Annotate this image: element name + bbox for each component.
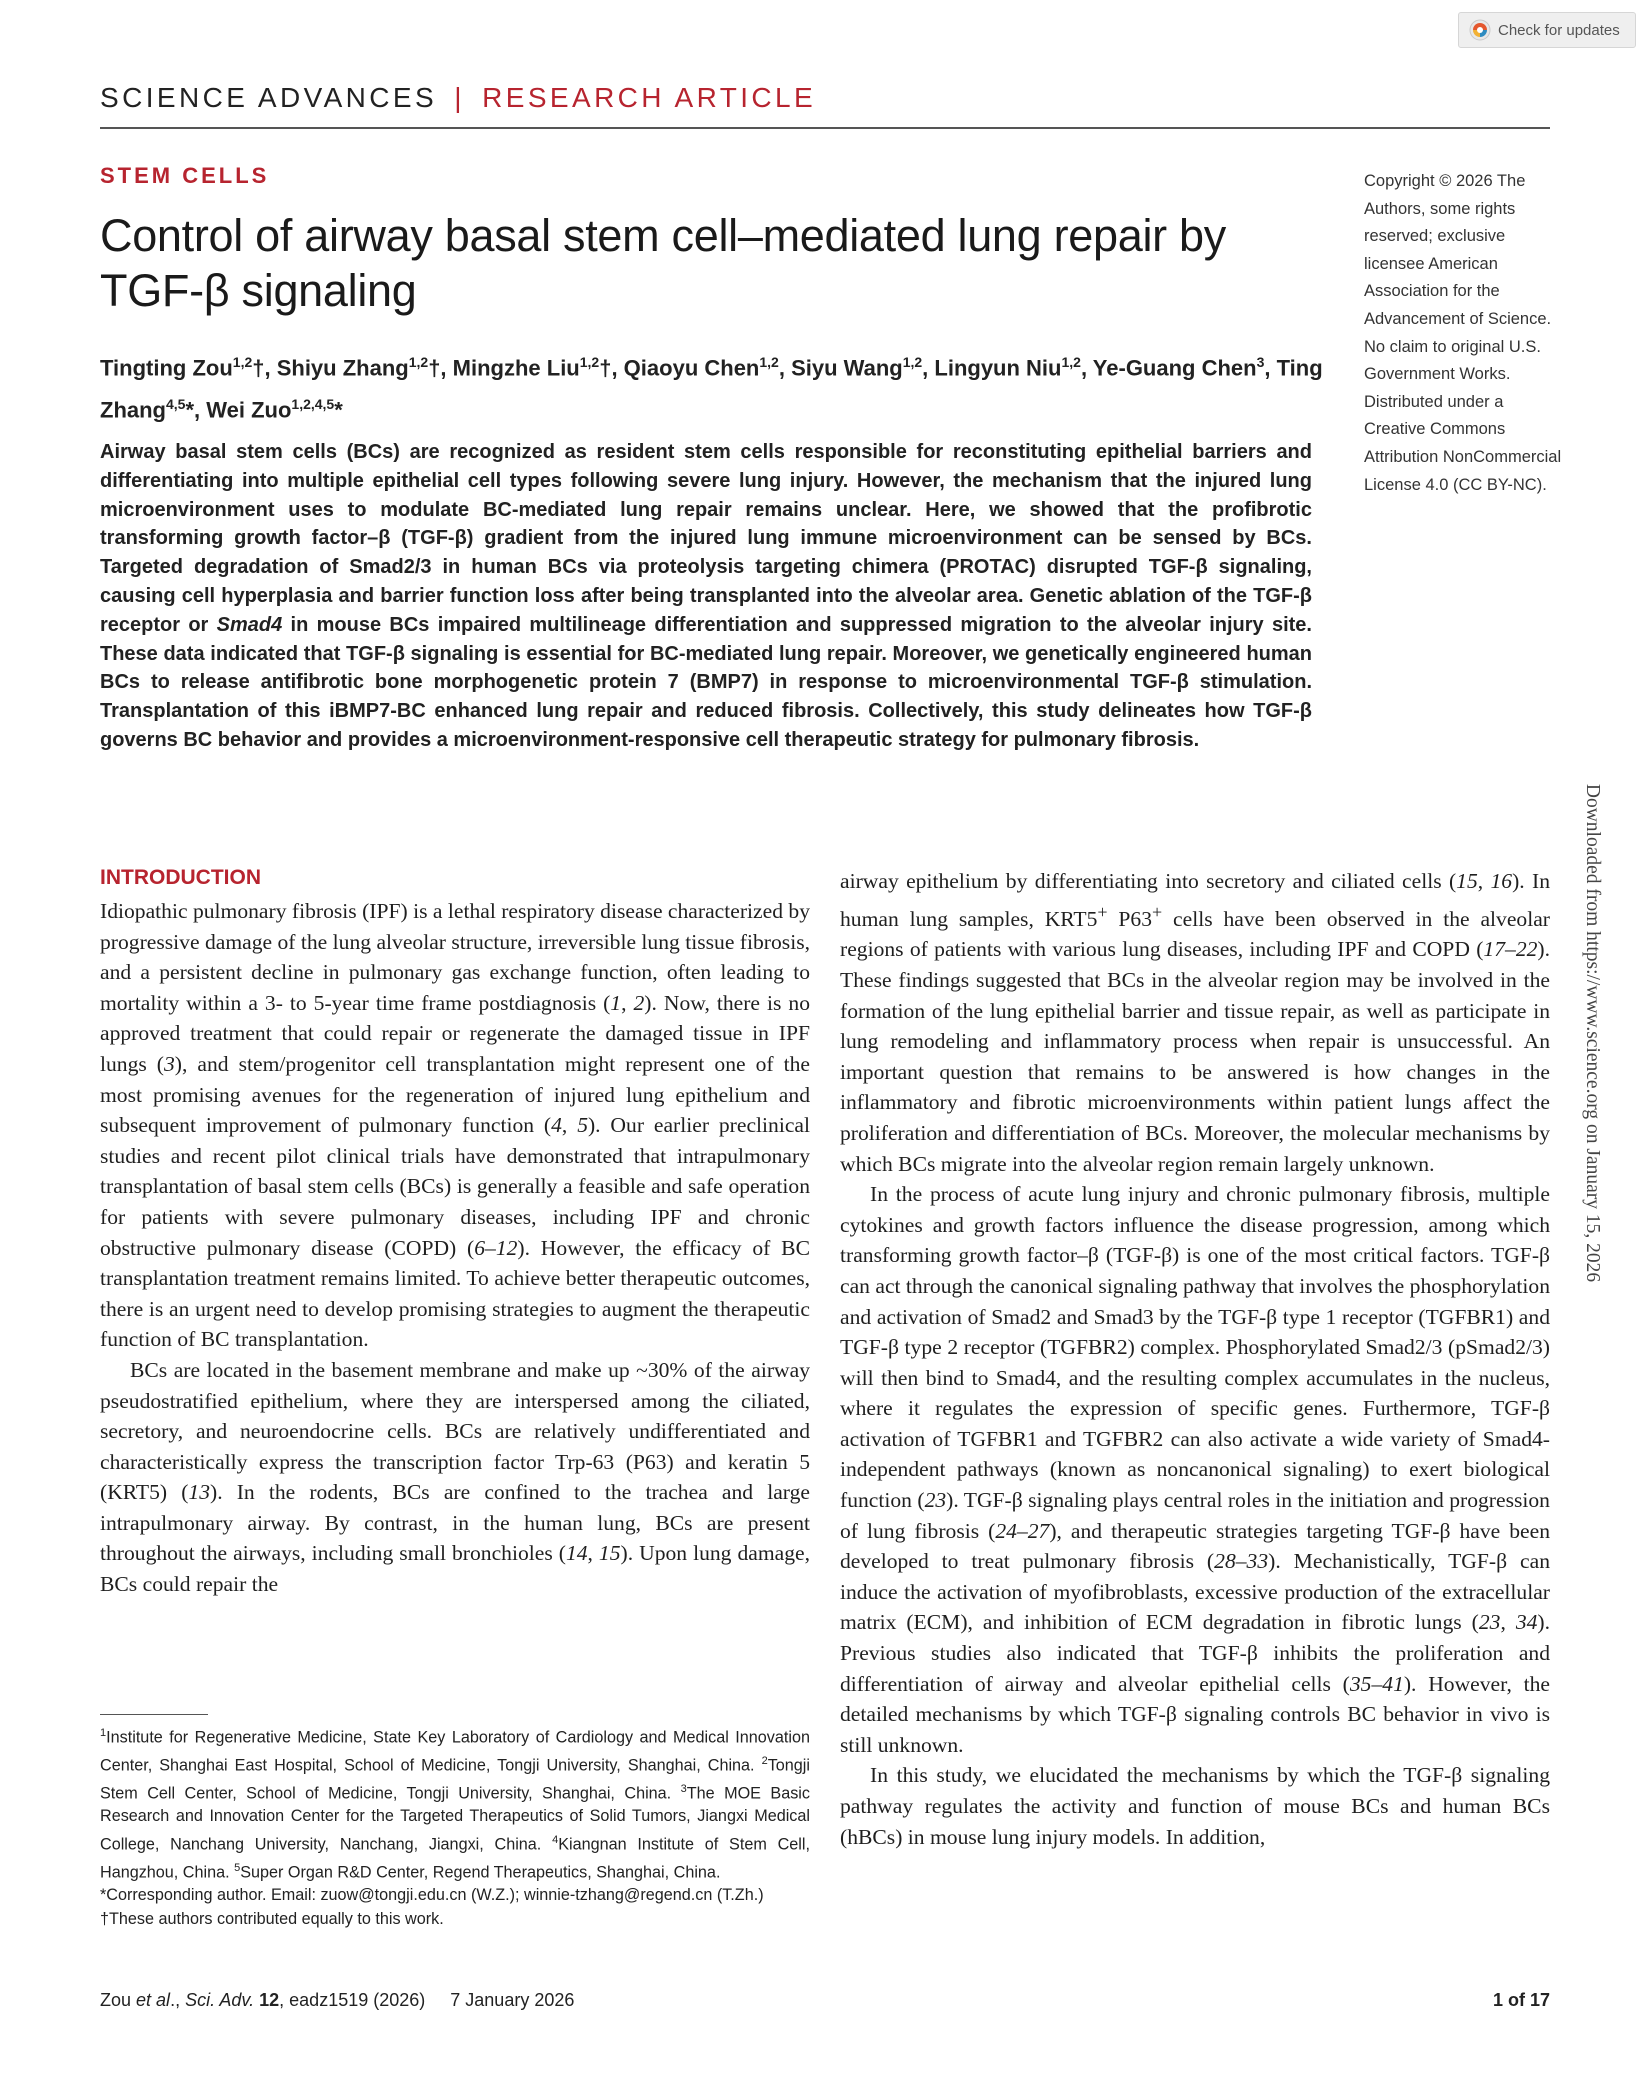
copyright-notice: Copyright © 2026 The Authors, some rights reserved; exclusive licensee American Association for the Advancement of Science. No claim to original U.S. Government Works. Distributed under a Creative Commons Attribution NonCommercial License 4.0 (CC BY-NC). bbox=[1364, 172, 1562, 494]
article-type: RESEARCH ARTICLE bbox=[482, 82, 817, 113]
journal-header bbox=[100, 82, 816, 114]
paragraph: Idiopathic pulmonary fibrosis (IPF) is a lethal respiratory disease characterized by progressive damage of the lung alveolar structure, irreversible lung tissue fibrosis, and a persistent decline in pulmonary gas exchange function, often leading to mortality within a 3- to 5-year time frame postdiagnosis (1, 2). Now, there is no approved treatment that could repair or regenerate the damaged tissue in IPF lungs (3), and stem/progenitor cell transplantation might represent one of the most promising avenues for the regeneration of injured lung epithelium and subsequent improvement of pulmonary function (4, 5). Our earlier preclinical studies and recent pilot clinical trials have demonstrated that intrapulmonary transplantation of basal stem cells (BCs) is generally a feasible and safe operation for patients with severe pulmonary diseases, including IPF and chronic obstructive pulmonary disease (COPD) (6–12). However, the efficacy of BC transplantation treatment remains limited. To achieve better therapeutic outcomes, there is an urgent need to develop promising strategies to augment the therapeutic function of BC transplantation. bbox=[100, 899, 811, 1352]
footnotes bbox=[100, 1722, 810, 1931]
check-for-updates-button[interactable] bbox=[1458, 12, 1636, 48]
abstract: Airway basal stem cells (BCs) are recognized as resident stem cells responsible for reconstituting epithelial barriers and differentiating into multiple epithelial cell types following severe lung injury. However, the mechanism that the injured lung microenvironment uses to modulate BC-mediated lung repair remains unclear. Here, we showed that the profibrotic transforming growth factor–β (TGF-β) gradient from the injured lung immune microenvironment can be sensed by BCs. Targeted degradation of Smad2/3 in human BCs via proteolysis targeting chimera (PROTAC) disrupted TGF-β signaling, causing cell hyperplasia and barrier function loss after being transplanted into the alveolar area. Genetic ablation of the TGF-β receptor or Smad4 in mouse BCs impaired multilineage differentiation and suppressed migration to the alveolar injury site. These data indicated that TGF-β signaling is essential for BC-mediated lung repair. Moreover, we genetically engineered human BCs to release antifibrotic bone morphogenetic protein 7 (BMP7) in response to microenvironmental TGF-β stimulation. Transplantation of this iBMP7-BC enhanced lung repair and reduced fibrosis. Collectively, this study delineates how TGF-β governs BC behavior and provides a microenvironment-responsive cell therapeutic strategy for pulmonary fibrosis. bbox=[100, 441, 1312, 751]
download-stamp-text: Downloaded from https://www.science.org on January 15, 2026 bbox=[1582, 783, 1603, 1283]
journal-name: SCIENCE ADVANCES bbox=[100, 82, 438, 113]
paragraph: In this study, we elucidated the mechanisms by which the TGF-β signaling pathway regulates the activity and function of mouse BCs and human BCs (hBCs) in mouse lung injury models. In addition, bbox=[840, 1763, 1550, 1849]
header-rule bbox=[100, 127, 1550, 129]
right-column bbox=[840, 866, 1550, 1852]
equal-contribution-footnote: †These authors contributed equally to this work. bbox=[100, 1909, 444, 1928]
corresponding-author-footnote: *Corresponding author. Email: zuow@tongji.edu.cn (W.Z.); winnie-tzhang@regend.cn (T.Zh.) bbox=[100, 1886, 764, 1905]
affiliations-footnote: $^1$Institute for Regenerative Medicine, State Key Laboratory of Cardiology and Medical Innovation Center, Shanghai East Hospital, School of Medicine, Tongji University, Shanghai, China. $^2$Tongji Stem Cell Center, School of Medicine, Tongji University, Shanghai, China. $^3$The MOE Basic Research and Innovation Center for the Targeted Therapeutics of Solid Tumors, Jiangxi Medical College, Nanchang University, Nanchang, Jiangxi, China. $^4$Kiangnan Institute of Stem Cell, Hangzhou, China. $^5$Super Organ R&D Center, Regend Therapeutics, Shanghai, China. bbox=[100, 1727, 810, 1881]
page-number: 1 of 17 bbox=[1492, 1990, 1550, 2010]
footnote-rule bbox=[100, 1714, 208, 1715]
footer-citation: Zou et al., Sci. Adv. 12, eadz1519 (2026) 7 January 2026 bbox=[100, 1990, 575, 2010]
paragraph: In the process of acute lung injury and chronic pulmonary fibrosis, multiple cytokines and growth factors influence the disease progression, among which transforming growth factor–β (TGF-β) is one of the most critical factors. TGF-β can act through the canonical signaling pathway that involves the phosphorylation and activation of Smad2 and Smad3 by the TGF-β type 1 receptor (TGFBR1) and TGF-β type 2 receptor (TGFBR2) complex. Phosphorylated Smad2/3 (pSmad2/3) will then bind to Smad4, and the resulting complex accumulates in the nucleus, where it regulates the expression of specific genes. Furthermore, TGF-β activation of TGFBR1 and TGFBR2 can also activate a wide variety of Smad4-independent pathways (known as noncanonical signaling) to exert biological function (23). TGF-β signaling plays central roles in the initiation and progression of lung fibrosis (24–27), and therapeutic strategies targeting TGF-β have been developed to treat pulmonary fibrosis (28–33). Mechanistically, TGF-β can induce the activation of myofibroblasts, excessive production of the extracellular matrix (ECM), and inhibition of ECM degradation in fibrotic lungs (23, 34). Previous studies also indicated that TGF-β inhibits the proliferation and differentiation of airway and alveolar epithelial cells (35–41). However, the detailed mechanisms by which TGF-β signaling controls BC behavior in vivo is still unknown. bbox=[840, 1182, 1551, 1757]
crossmark-icon bbox=[1469, 19, 1491, 41]
author-list: Tingting Zou$^{1,2}$†, Shiyu Zhang$^{1,2}$†, Mingzhe Liu$^{1,2}$†, Qiaoyu Chen$^{1,2}$, Siyu Wang$^{1,2}$, Lingyun Niu$^{1,2}$, Ye-Guang Chen$^3$, Ting Zhang$^{4,5}$*, Wei Zuo$^{1,2,4,5}$* bbox=[100, 354, 1323, 423]
introduction-heading: INTRODUCTION bbox=[100, 866, 261, 889]
check-for-updates-label: Check for updates bbox=[1498, 21, 1620, 39]
section-label: STEM CELLS bbox=[100, 163, 270, 188]
header-separator: | bbox=[454, 82, 465, 113]
paragraph: BCs are located in the basement membrane and make up ~30% of the airway pseudostratified epithelium, where they are interspersed among the ciliated, secretory, and neuroendocrine cells. BCs are relatively undifferentiated and characteristically express the transcription factor Trp-63 (P63) and keratin 5 (KRT5) (13). In the rodents, BCs are confined to the trachea and large intrapulmonary airway. By contrast, in the human lung, BCs are present throughout the airways, including small bronchioles (14, 15). Upon lung damage, BCs could repair the bbox=[100, 1357, 810, 1597]
left-column bbox=[100, 896, 810, 1600]
download-stamp bbox=[1572, 760, 1612, 1320]
article-title: Control of airway basal stem cell–mediated lung repair by TGF-β signaling bbox=[100, 210, 1226, 316]
paragraph: airway epithelium by differentiating into secretory and ciliated cells (15, 16). In human lung samples, KRT5+ P63+ cells have been observed in the alveolar regions of patients with various lung diseases, including IPF and COPD (17–22). These findings suggested that BCs in the alveolar region may be involved in the formation of the lung epithelial barrier and tissue repair, as well as participate in lung remodeling and inflammatory process when repair is unsuccessful. An important question that remains to be answered is how changes in the inflammatory and fibrotic microenvironments within patient lungs affect the proliferation and differentiation of BCs. Moreover, the molecular mechanisms by which BCs migrate into the alveolar region remain largely unknown. bbox=[840, 869, 1550, 1176]
